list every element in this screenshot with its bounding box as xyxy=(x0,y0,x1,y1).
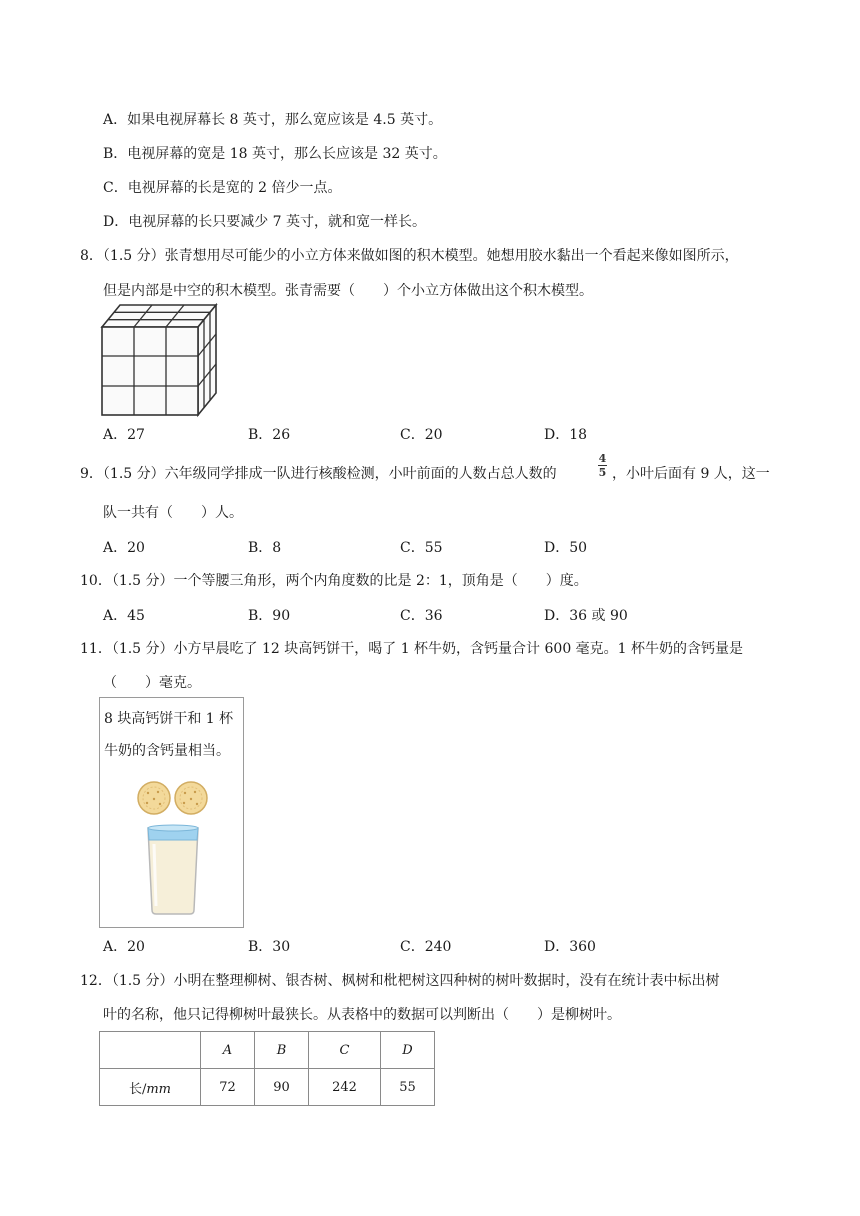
q11-option-d: D．360 xyxy=(544,939,596,955)
q9-fraction xyxy=(598,453,607,478)
table-row xyxy=(100,1069,435,1106)
leaf-length-table xyxy=(99,1031,435,1106)
q8-stem-line1: 8．（1.5 分）张青想用尽可能少的小立方体来做如图的积木模型。她想用胶水黏出一个看起来像如图所示， xyxy=(80,248,739,264)
q10-option-d: D．36 或 90 xyxy=(544,608,628,624)
q9-option-b: B．8 xyxy=(248,540,282,556)
q11-info-card xyxy=(99,697,244,928)
q7-option-c: C．电视屏幕的长是宽的 2 倍少一点。 xyxy=(103,180,342,196)
q11-card-text-line1: 8 块高钙饼干和 1 杯 xyxy=(104,711,234,727)
milk-and-biscuits-illustration xyxy=(134,780,214,920)
q7-option-a: A．如果电视屏幕长 8 英寸，那么宽应该是 4.5 英寸。 xyxy=(103,112,443,128)
q8-option-c: C．20 xyxy=(400,427,443,443)
q9-option-a: A．20 xyxy=(103,540,145,556)
q10-option-a: A．45 xyxy=(103,608,145,624)
q8-option-b: B．26 xyxy=(248,427,291,443)
row-label-unit: mm xyxy=(146,1081,172,1097)
q8-option-a: A．27 xyxy=(103,427,145,443)
q8-stem-line2: 但是内部是中空的积木模型。张青需要（ ）个小立方体做出这个积木模型。 xyxy=(103,283,593,299)
row-label-text: 长/ xyxy=(128,1081,147,1097)
q9-option-c: C．55 xyxy=(400,540,443,556)
q9-option-d: D．50 xyxy=(544,540,588,556)
q11-option-a: A．20 xyxy=(103,939,145,955)
q12-stem-line2: 叶的名称，他只记得柳树叶最狭长。从表格中的数据可以判断出（ ）是柳树叶。 xyxy=(103,1007,621,1023)
q12-stem-line1: 12．（1.5 分）小明在整理柳树、银杏树、枫树和枇杷树这四种树的树叶数据时，没有在统计表中标出树 xyxy=(80,973,720,989)
table-row-label xyxy=(100,1069,201,1106)
cube-model-figure xyxy=(100,303,218,418)
q11-stem-line1: 11．（1.5 分）小方早晨吃了 12 块高钙饼干，喝了 1 杯牛奶，含钙量合计 600 毫克。1 杯牛奶的含钙量是 xyxy=(80,641,744,657)
q11-card-text-line2: 牛奶的含钙量相当。 xyxy=(104,743,230,759)
q8-option-d: D．18 xyxy=(544,427,588,443)
table-header-cell xyxy=(100,1032,201,1069)
table-cell: 90 xyxy=(255,1069,309,1106)
q10-option-c: C．36 xyxy=(400,608,443,624)
q9-stem-line2: 队一共有（ ）人。 xyxy=(103,505,243,521)
biscuit-icon xyxy=(138,782,170,814)
q7-option-b: B．电视屏幕的宽是 18 英寸，那么长应该是 32 英寸。 xyxy=(103,146,447,162)
q10-option-b: B．90 xyxy=(248,608,291,624)
q11-option-b: B．30 xyxy=(248,939,291,955)
table-cell: 242 xyxy=(309,1069,381,1106)
q9-fraction-denominator: 5 xyxy=(598,466,607,479)
table-header-cell: A xyxy=(201,1032,255,1069)
q9-stem-line1-after: ，小叶后面有 9 人，这一 xyxy=(612,466,770,482)
q10-stem: 10．（1.5 分）一个等腰三角形，两个内角度数的比是 2：1，顶角是（ ）度。 xyxy=(80,573,588,589)
q9-stem-line1-before: 9．（1.5 分）六年级同学排成一队进行核酸检测，小叶前面的人数占总人数的 xyxy=(80,466,557,482)
biscuit-icon xyxy=(175,782,207,814)
q11-stem-line2: （ ）毫克。 xyxy=(103,675,201,691)
table-cell: 55 xyxy=(381,1069,435,1106)
q9-fraction-numerator: 4 xyxy=(598,452,607,465)
table-header-row xyxy=(100,1032,435,1069)
table-cell: 72 xyxy=(201,1069,255,1106)
q11-option-c: C．240 xyxy=(400,939,452,955)
milk-glass-icon xyxy=(148,825,198,914)
table-header-cell: B xyxy=(255,1032,309,1069)
table-header-cell: C xyxy=(309,1032,381,1069)
table-header-cell: D xyxy=(381,1032,435,1069)
q7-option-d: D．电视屏幕的长只要减少 7 英寸，就和宽一样长。 xyxy=(103,214,427,230)
